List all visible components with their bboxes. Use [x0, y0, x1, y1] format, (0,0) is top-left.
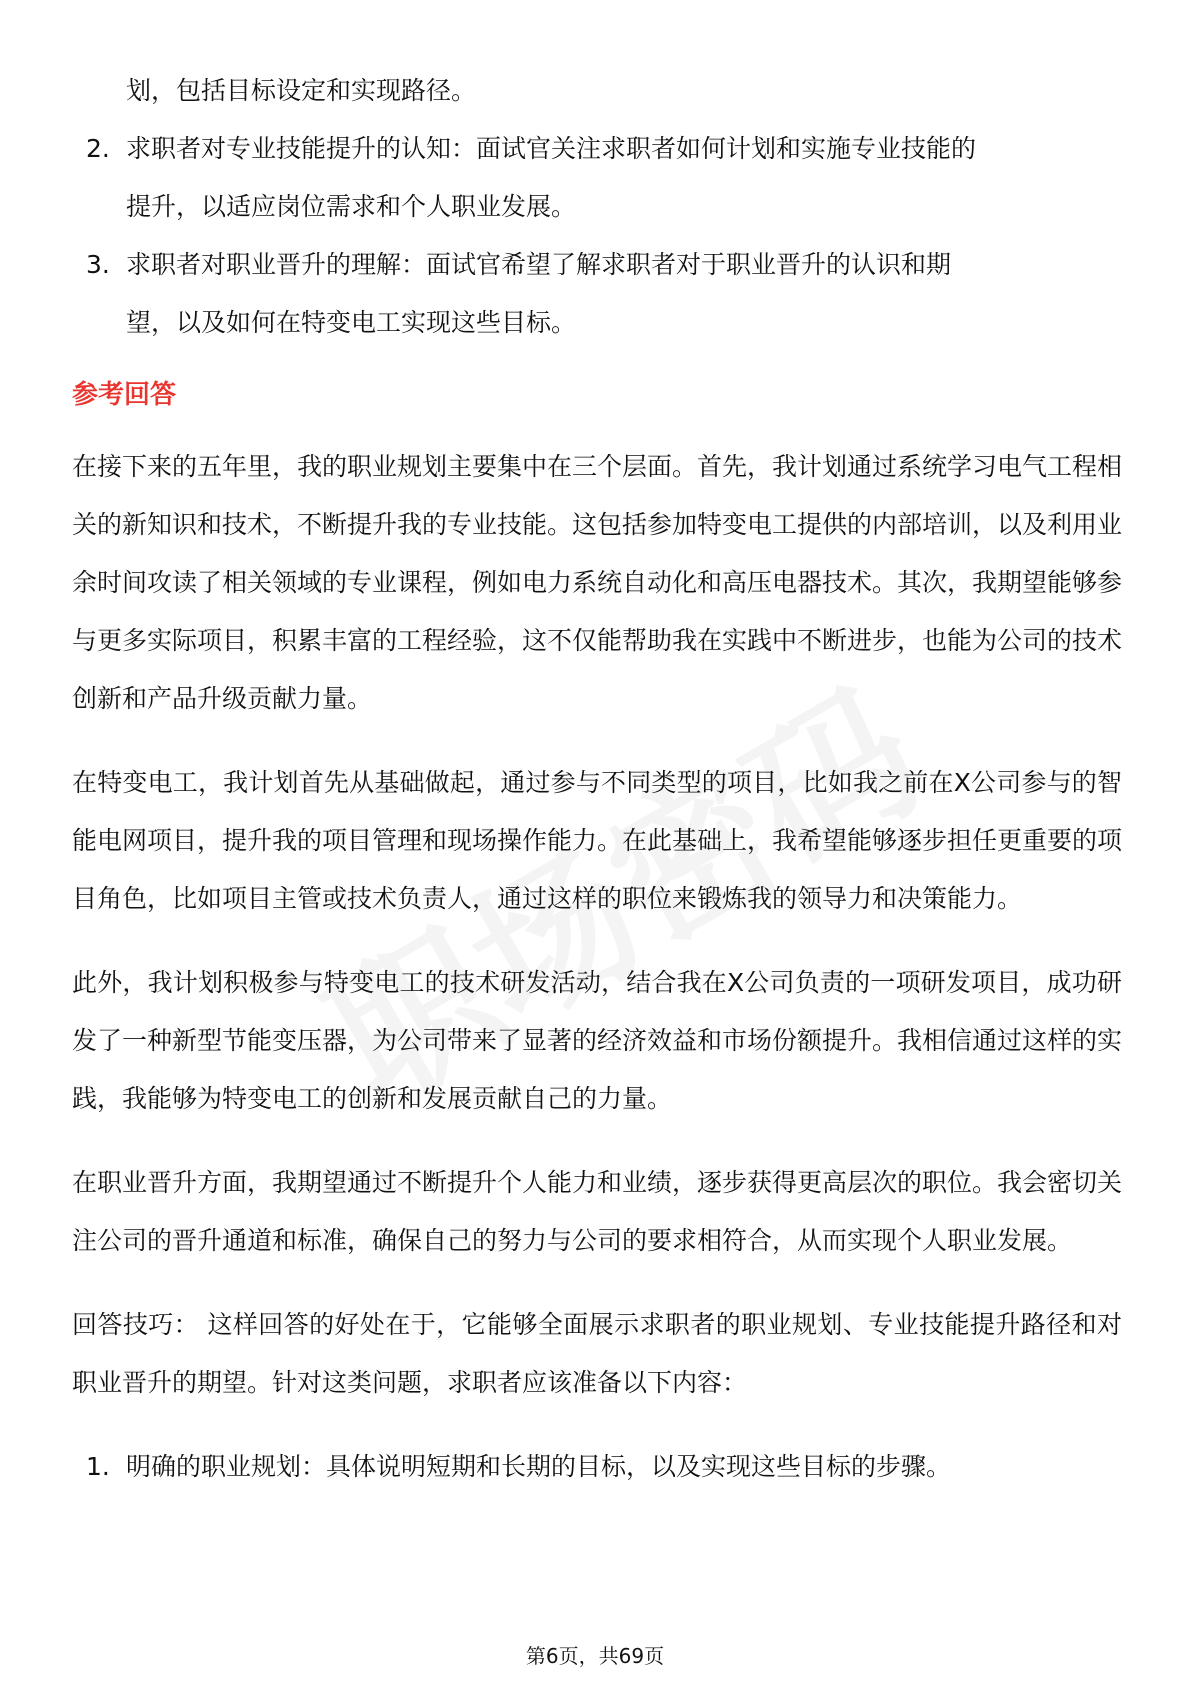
answer-paragraph: 在接下来的五年里，我的职业规划主要集中在三个层面。首先，我计划通过系统学习电气工程相关的新知识和技术，不断提升我的专业技能。这包括参加特变电工提供的内部培训，以及利用业余时间攻读了相关领域的专业课程，例如电力系统自动化和高压电器技术。其次，我期望能够参与更多实际项目，积累丰富的工程经验，这不仅能帮助我在实践中不断进步，也能为公司的技术创新和产品升级贡献力量。	[72, 452, 1123, 713]
list-item	[72, 120, 1122, 236]
list-continuation: 划，包括目标设定和实现路径。	[126, 76, 477, 105]
answer-paragraph: 在职业晋升方面，我期望通过不断提升个人能力和业绩，逐步获得更高层次的职位。我会密切关注公司的晋升通道和标准，确保自己的努力与公司的要求相符合，从而实现个人职业发展。	[72, 1168, 1123, 1255]
list-number: 1.	[86, 1452, 110, 1481]
focus-list	[72, 120, 1122, 352]
answer-paragraph: 此外，我计划积极参与特变电工的技术研发活动，结合我在X公司负责的一项研发项目，成功研发了一种新型节能变压器，为公司带来了显著的经济效益和市场份额提升。我相信通过这样的实践，我能够为特变电工的创新和发展贡献自己的力量。	[72, 968, 1123, 1113]
list-item-line: 求职者对专业技能提升的认知：面试官关注求职者如何计划和实施专业技能的	[126, 134, 977, 163]
prep-list	[72, 1438, 1122, 1496]
section-title: 参考回答	[72, 380, 177, 410]
list-item-text: 明确的职业规划：具体说明短期和长期的目标，以及实现这些目标的步骤。	[126, 1452, 952, 1481]
list-item-line: 提升，以适应岗位需求和个人职业发展。	[126, 192, 577, 221]
list-item-line: 求职者对职业晋升的理解：面试官希望了解求职者对于职业晋升的认识和期	[126, 250, 952, 279]
list-item	[72, 1438, 1122, 1496]
page-footer: 第6页，共69页	[525, 1644, 665, 1668]
page-content	[72, 62, 1122, 1496]
answer-paragraph: 在特变电工，我计划首先从基础做起，通过参与不同类型的项目，比如我之前在X公司参与的智能电网项目，提升我的项目管理和现场操作能力。在此基础上，我希望能够逐步担任更重要的项目角色，比如项目主管或技术负责人，通过这样的职位来锻炼我的领导力和决策能力。	[72, 768, 1123, 913]
list-item	[72, 236, 1122, 352]
list-number: 2.	[86, 134, 110, 163]
list-item-line: 望，以及如何在特变电工实现这些目标。	[126, 308, 577, 337]
list-number: 3.	[86, 250, 110, 279]
answer-tips: 回答技巧： 这样回答的好处在于，它能够全面展示求职者的职业规划、专业技能提升路径和对职业晋升的期望。针对这类问题，求职者应该准备以下内容：	[72, 1310, 1122, 1397]
